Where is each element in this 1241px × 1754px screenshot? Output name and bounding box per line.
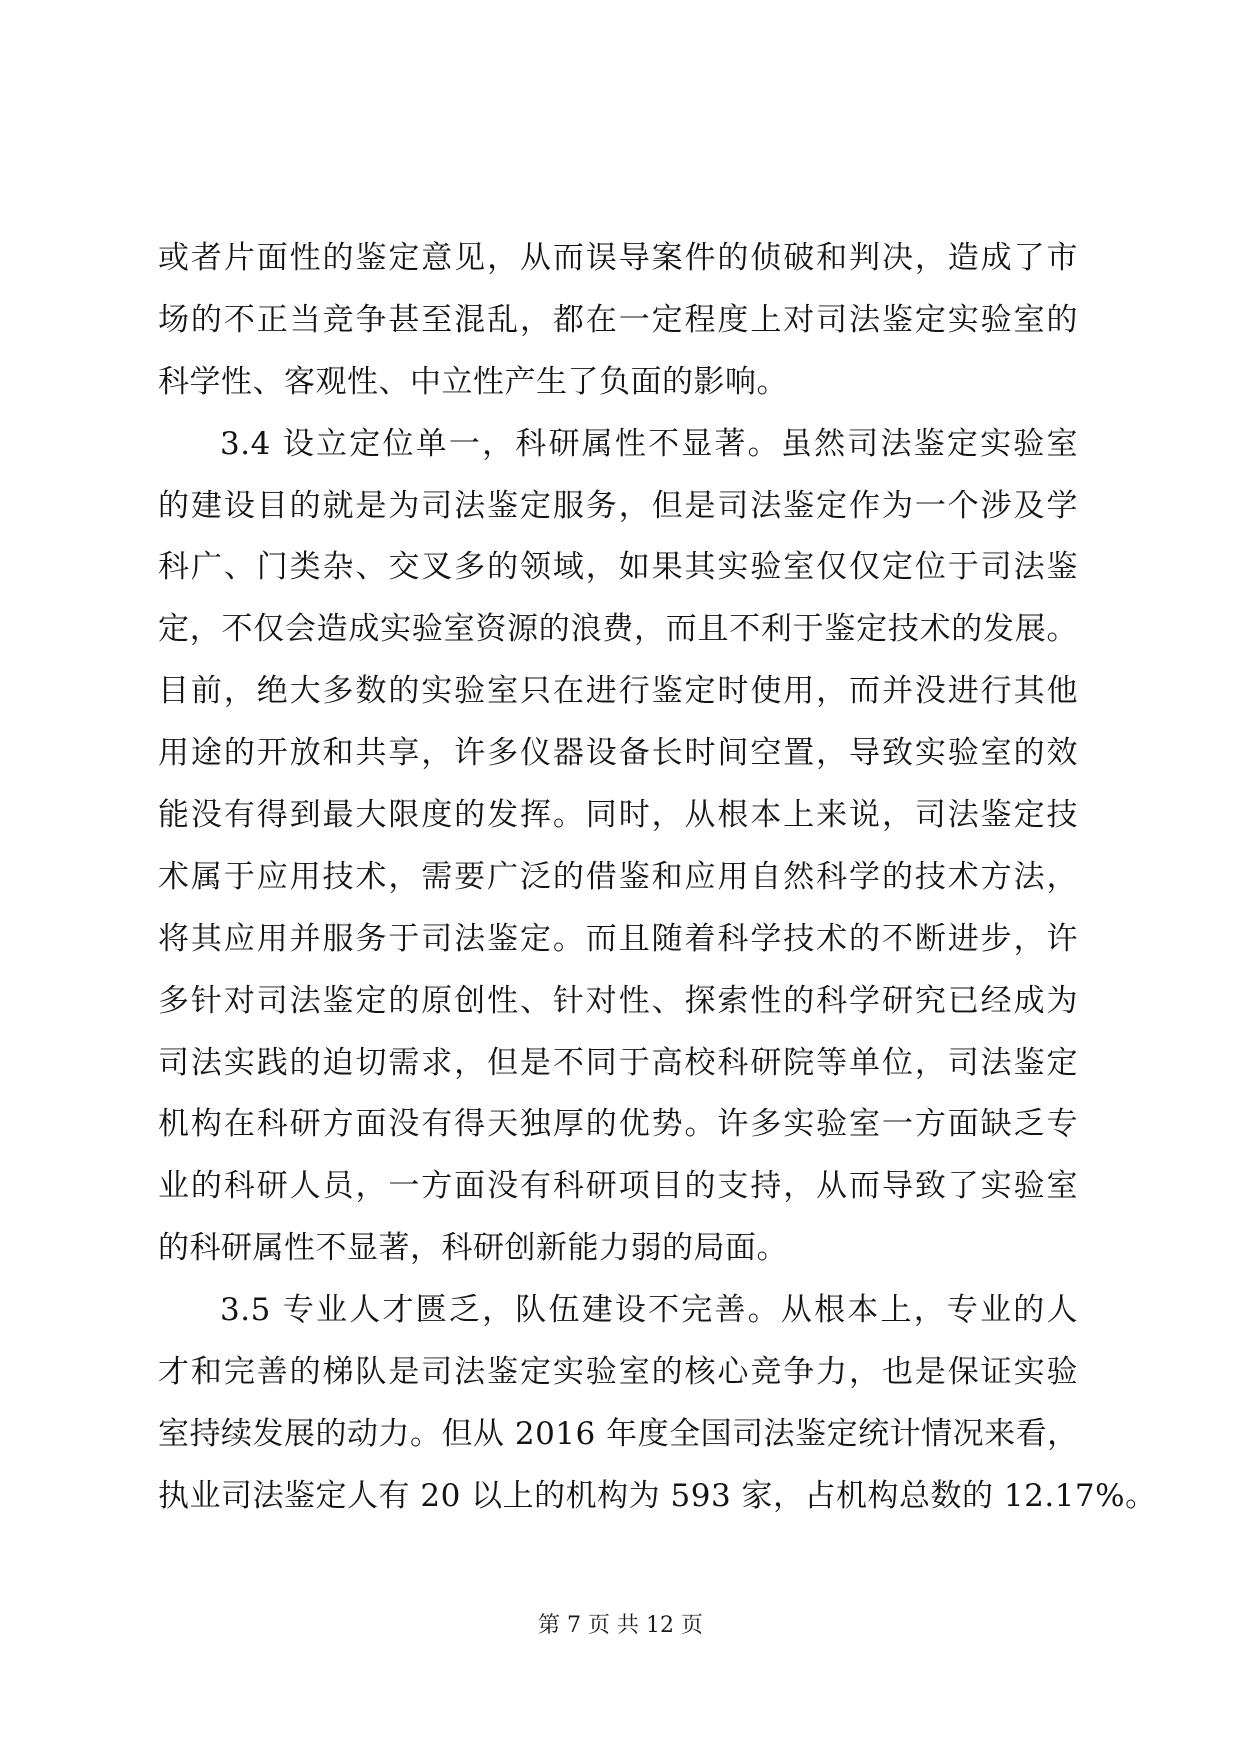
text-line: 的建设目的就是为司法鉴定服务，但是司法鉴定作为一个涉及学 (158, 487, 1078, 524)
page-footer: 第 7 页 共 12 页 (538, 1613, 703, 1638)
paragraph (158, 228, 1078, 414)
text-line: 科广、门类杂、交叉多的领域，如果其实验室仅仅定位于司法鉴 (158, 549, 1078, 586)
text-line: 执业司法鉴定人有 20 以上的机构为 593 家，占机构总数的 12.17%。 (158, 1477, 1157, 1514)
body-text (158, 228, 1157, 1528)
paragraph (158, 1280, 1157, 1528)
paragraph (158, 414, 1078, 1280)
text-line: 多针对司法鉴定的原创性、针对性、探索性的科学研究已经成为 (158, 982, 1078, 1019)
text-line: 科学性、客观性、中立性产生了负面的影响。 (158, 363, 788, 400)
text-line: 场的不正当竞争甚至混乱，都在一定程度上对司法鉴定实验室的 (158, 301, 1078, 338)
text-line: 的科研属性不显著，科研创新能力弱的局面。 (158, 1230, 788, 1267)
text-line: 业的科研人员，一方面没有科研项目的支持，从而导致了实验室 (158, 1168, 1078, 1205)
text-line: 才和完善的梯队是司法鉴定实验室的核心竞争力，也是保证实验 (158, 1354, 1078, 1391)
text-line: 3.5 专业人才匮乏，队伍建设不完善。从根本上，专业的人 (220, 1292, 1078, 1329)
text-line: 或者片面性的鉴定意见，从而误导案件的侦破和判决，造成了市 (158, 240, 1078, 276)
text-line: 能没有得到最大限度的发挥。同时，从根本上来说，司法鉴定技 (158, 797, 1078, 834)
text-line: 3.4 设立定位单一，科研属性不显著。虽然司法鉴定实验室 (220, 425, 1078, 462)
text-line: 用途的开放和共享，许多仪器设备长时间空置，导致实验室的效 (158, 735, 1078, 772)
text-line: 定，不仅会造成实验室资源的浪费，而且不利于鉴定技术的发展。 (158, 611, 1078, 648)
text-line: 术属于应用技术，需要广泛的借鉴和应用自然科学的技术方法， (158, 858, 1078, 895)
text-line: 将其应用并服务于司法鉴定。而且随着科学技术的不断进步，许 (158, 920, 1078, 957)
text-line: 目前，绝大多数的实验室只在进行鉴定时使用，而并没进行其他 (158, 673, 1078, 710)
text-line: 司法实践的迫切需求，但是不同于高校科研院等单位，司法鉴定 (158, 1044, 1078, 1081)
text-line: 机构在科研方面没有得天独厚的优势。许多实验室一方面缺乏专 (158, 1106, 1078, 1143)
text-line: 室持续发展的动力。但从 2016 年度全国司法鉴定统计情况来看， (158, 1415, 1079, 1452)
